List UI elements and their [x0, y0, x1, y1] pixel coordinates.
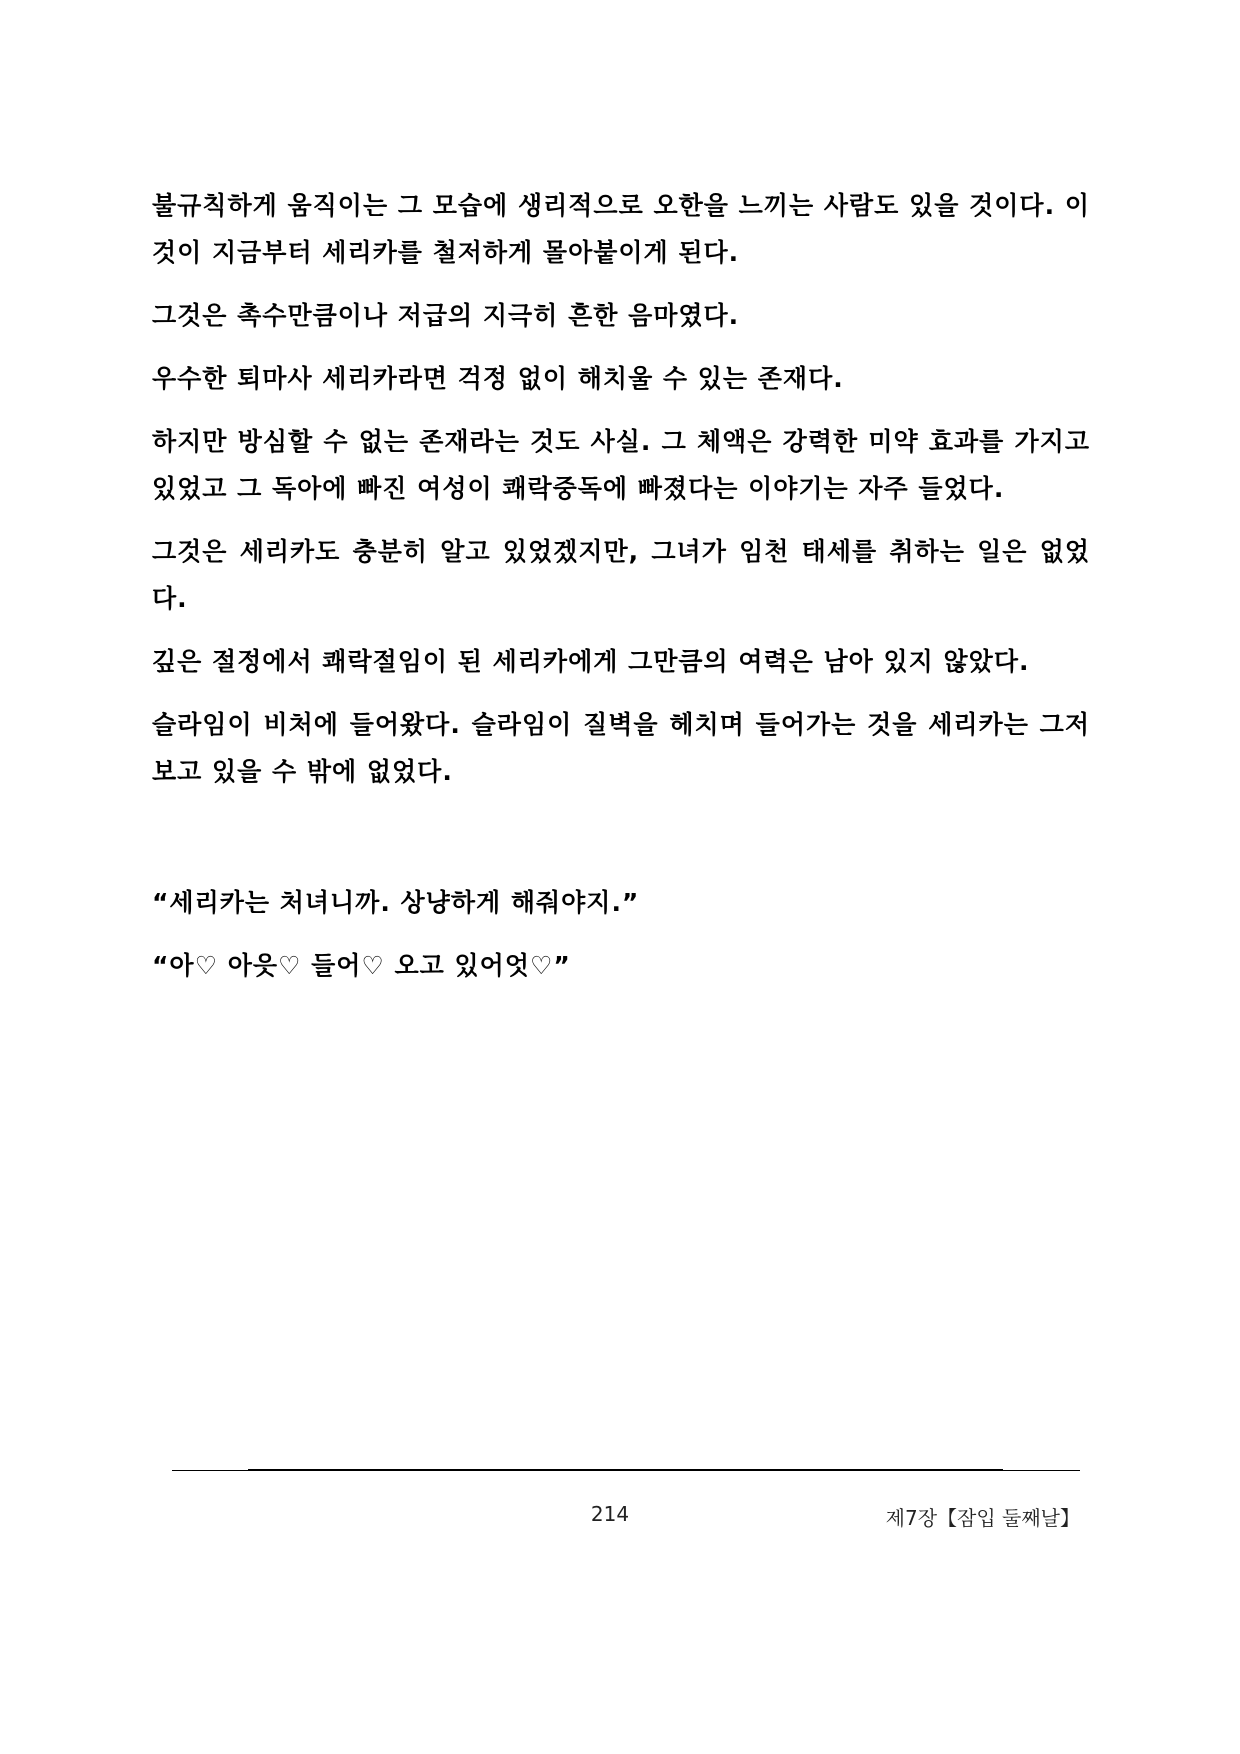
page-number: 214 — [590, 1502, 630, 1526]
dialogue-line-2: “아♡ 아읏♡ 들어♡ 오고 있어엇♡” — [152, 951, 571, 980]
footer-rule-accent — [248, 1469, 1003, 1471]
paragraph-1: 불규칙하게 움직이는 그 모습에 생리적으로 오한을 느끼는 사람도 있을 것이다. 이것이 지금부터 세리카를 철저하게 몰아붙이게 된다. — [152, 191, 1090, 267]
paragraph-6: 깊은 절정에서 쾌락절임이 된 세리카에게 그만큼의 여력은 남아 있지 않았다. — [152, 647, 1030, 676]
chapter-title: 제7장【잠입 둘째날】 — [885, 1506, 1080, 1530]
dialogue-line-1: “세리카는 처녀니까. 상냥하게 해줘야지.” — [152, 888, 640, 917]
paragraph-3: 우수한 퇴마사 세리카라면 걱정 없이 해치울 수 있는 존재다. — [152, 364, 844, 393]
paragraph-5: 그것은 세리카도 충분히 알고 있었겠지만, 그녀가 임천 태세를 취하는 일은 없었다. — [152, 537, 1090, 613]
paragraph-2: 그것은 촉수만큼이나 저급의 지극히 흔한 음마였다. — [152, 301, 740, 330]
paragraph-7: 슬라임이 비처에 들어왔다. 슬라임이 질벽을 헤치며 들어가는 것을 세리카는 그저 보고 있을 수 밖에 없었다. — [152, 710, 1090, 786]
paragraph-4: 하지만 방심할 수 없는 존재라는 것도 사실. 그 체액은 강력한 미약 효과를 가지고 있었고 그 독아에 빠진 여성이 쾌락중독에 빠졌다는 이야기는 자주 들었다. — [152, 427, 1090, 503]
page-body — [152, 182, 1090, 1005]
section-gap — [152, 811, 1090, 879]
